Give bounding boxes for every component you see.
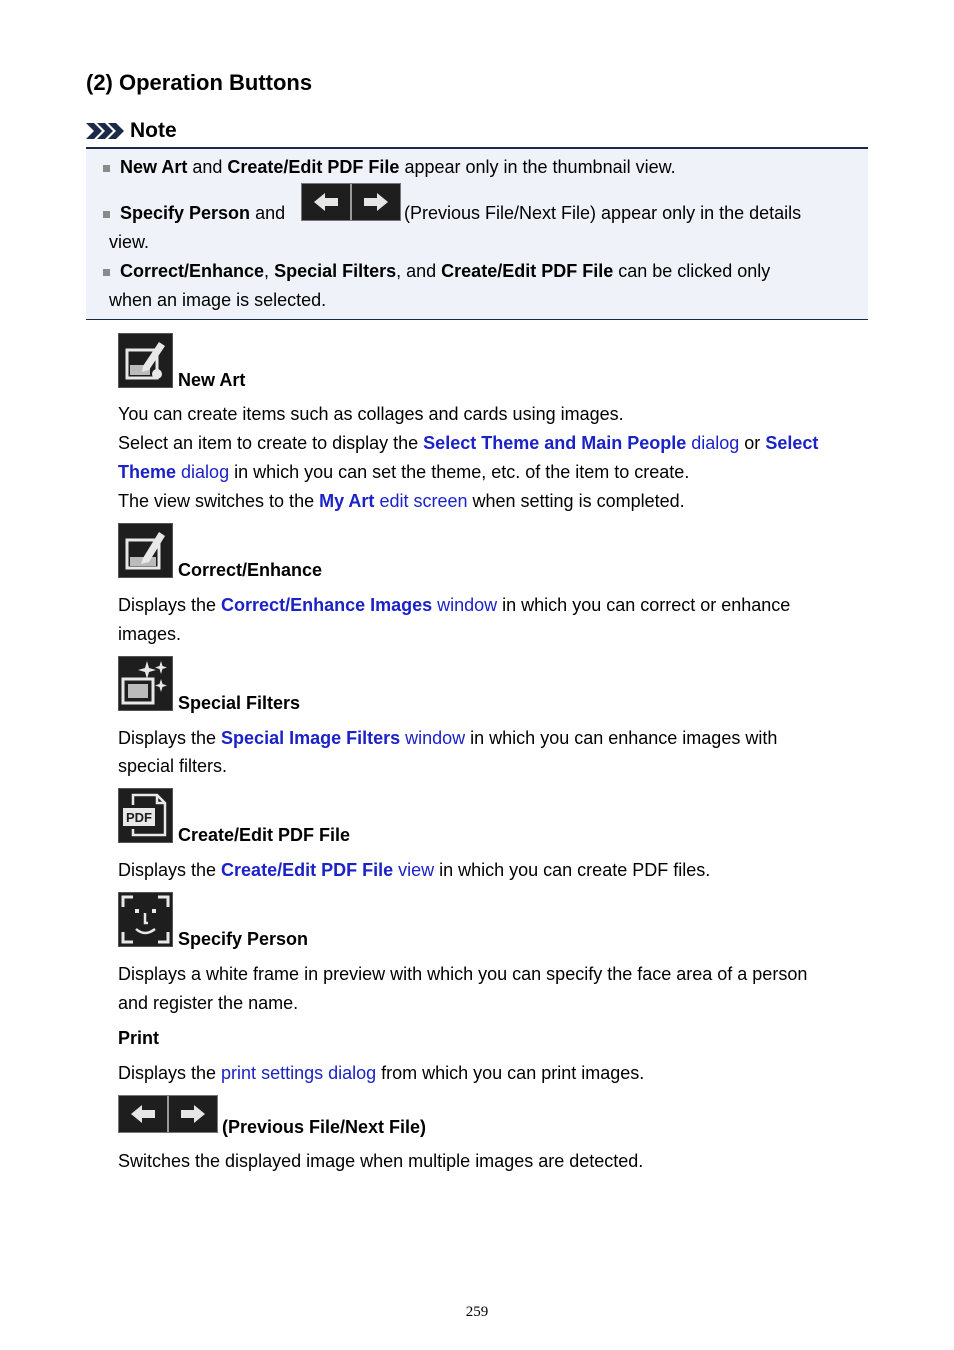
text: Select an item to create to display the (118, 433, 424, 453)
select-theme-link-cont[interactable] (118, 462, 229, 482)
prev-file-button (302, 184, 350, 220)
note-item-3 (103, 257, 770, 286)
next-file-button[interactable] (167, 1096, 217, 1132)
text: Displays the (118, 728, 222, 748)
specify-person-title: Specify Person (178, 929, 309, 949)
print-settings-dialog-link[interactable]: print settings dialog (221, 1063, 377, 1083)
note-text: , and (396, 261, 442, 281)
note-item-2-cont: (Previous File/Next File) appear only in the details (404, 203, 802, 223)
text: in which you can set the theme, etc. of the item to create. (229, 462, 690, 482)
text: in which you can enhance images with (465, 728, 778, 748)
link-term: Theme (118, 462, 177, 482)
note-term: Special Filters (274, 261, 397, 281)
arrow-left-icon (131, 1105, 155, 1123)
link-text: window (432, 595, 498, 615)
create-edit-pdf-title: Create/Edit PDF File (178, 825, 351, 845)
special-image-filters-window-link[interactable] (221, 728, 465, 748)
select-theme-main-people-link[interactable] (423, 433, 739, 453)
new-art-desc-1: You can create items such as collages and cards using images. (118, 404, 624, 424)
specify-person-desc-1: Displays a white frame in preview with which you can specify the face area of a person (118, 964, 808, 984)
note-item-1 (103, 153, 676, 182)
special-filters-button[interactable] (118, 656, 173, 711)
new-art-icon (119, 334, 172, 387)
print-desc-1 (118, 1059, 644, 1088)
prev-next-title: (Previous File/Next File) (222, 1117, 427, 1137)
correct-enhance-button[interactable] (118, 523, 173, 578)
note-term: New Art (120, 157, 188, 177)
new-art-desc-4 (118, 487, 685, 516)
correct-enhance-images-window-link[interactable] (221, 595, 497, 615)
text: in which you can correct or enhance (497, 595, 791, 615)
note-text: , (264, 261, 275, 281)
note-item-2 (103, 199, 285, 228)
face-frame-icon (119, 893, 172, 946)
print-title: Print (118, 1028, 160, 1048)
create-edit-pdf-view-link[interactable] (221, 860, 434, 880)
link-term: My Art (319, 491, 375, 511)
text: The view switches to the (118, 491, 320, 511)
new-art-desc-2 (118, 429, 818, 458)
prev-next-buttons (118, 1095, 218, 1133)
text: Displays the (118, 860, 222, 880)
note-text: and (250, 203, 286, 223)
bullet-icon (103, 165, 110, 172)
note-item-2-wrap: view. (109, 232, 150, 252)
my-art-edit-screen-link[interactable] (319, 491, 467, 511)
correct-enhance-desc-2: images. (118, 624, 182, 644)
note-term: Correct/Enhance (120, 261, 265, 281)
link-text: view (393, 860, 435, 880)
select-theme-link[interactable]: Select (765, 433, 819, 453)
special-filters-desc-1 (118, 724, 777, 753)
new-art-title: New Art (178, 370, 246, 390)
note-term: Create/Edit PDF File (227, 157, 400, 177)
note-text: can be clicked only (613, 261, 771, 281)
note-label: Note (130, 119, 177, 142)
page-number: 259 (465, 1304, 489, 1320)
next-file-button (350, 184, 400, 220)
bullet-icon (103, 269, 110, 276)
create-edit-pdf-desc-1 (118, 856, 710, 885)
link-term: Correct/Enhance Images (221, 595, 433, 615)
link-text: dialog (176, 462, 230, 482)
note-box (86, 147, 868, 320)
prev-next-desc-1: Switches the displayed image when multiple images are detected. (118, 1151, 644, 1171)
note-text: and (187, 157, 228, 177)
link-term: Create/Edit PDF File (221, 860, 394, 880)
link-term: Select Theme and Main People (423, 433, 687, 453)
text: Displays the (118, 595, 222, 615)
arrow-right-icon (364, 193, 388, 211)
arrow-right-icon (181, 1105, 205, 1123)
link-text: window (400, 728, 466, 748)
special-filters-desc-2: special filters. (118, 756, 228, 776)
note-header (86, 118, 177, 144)
text: or (739, 433, 766, 453)
text: in which you can create PDF files. (434, 860, 711, 880)
new-art-button[interactable] (118, 333, 173, 388)
arrow-left-icon (314, 193, 338, 211)
special-filters-title: Special Filters (178, 693, 301, 713)
bullet-icon (103, 211, 110, 218)
new-art-desc-3 (118, 458, 689, 487)
correct-enhance-title: Correct/Enhance (178, 560, 323, 580)
prev-file-button[interactable] (119, 1096, 167, 1132)
link-term: Special Image Filters (221, 728, 401, 748)
note-chevrons-icon (86, 121, 126, 141)
section-title: (2) Operation Buttons (86, 70, 313, 95)
pdf-file-icon (119, 789, 172, 842)
text: Displays the (118, 1063, 222, 1083)
text: when setting is completed. (467, 491, 685, 511)
link-text: edit screen (374, 491, 468, 511)
note-term: Specify Person (120, 203, 251, 223)
note-text: appear only in the thumbnail view. (399, 157, 676, 177)
create-edit-pdf-button[interactable] (118, 788, 173, 843)
text: from which you can print images. (376, 1063, 645, 1083)
pdf-icon-label: PDF (126, 810, 152, 825)
correct-enhance-desc-1 (118, 591, 790, 620)
specify-person-desc-2: and register the name. (118, 993, 299, 1013)
correct-enhance-icon (119, 524, 172, 577)
note-item-3-wrap: when an image is selected. (109, 290, 327, 310)
prev-next-buttons-inline (301, 183, 401, 221)
note-term: Create/Edit PDF File (441, 261, 614, 281)
specify-person-button[interactable] (118, 892, 173, 947)
link-text: dialog (686, 433, 740, 453)
special-filters-icon (119, 657, 172, 710)
